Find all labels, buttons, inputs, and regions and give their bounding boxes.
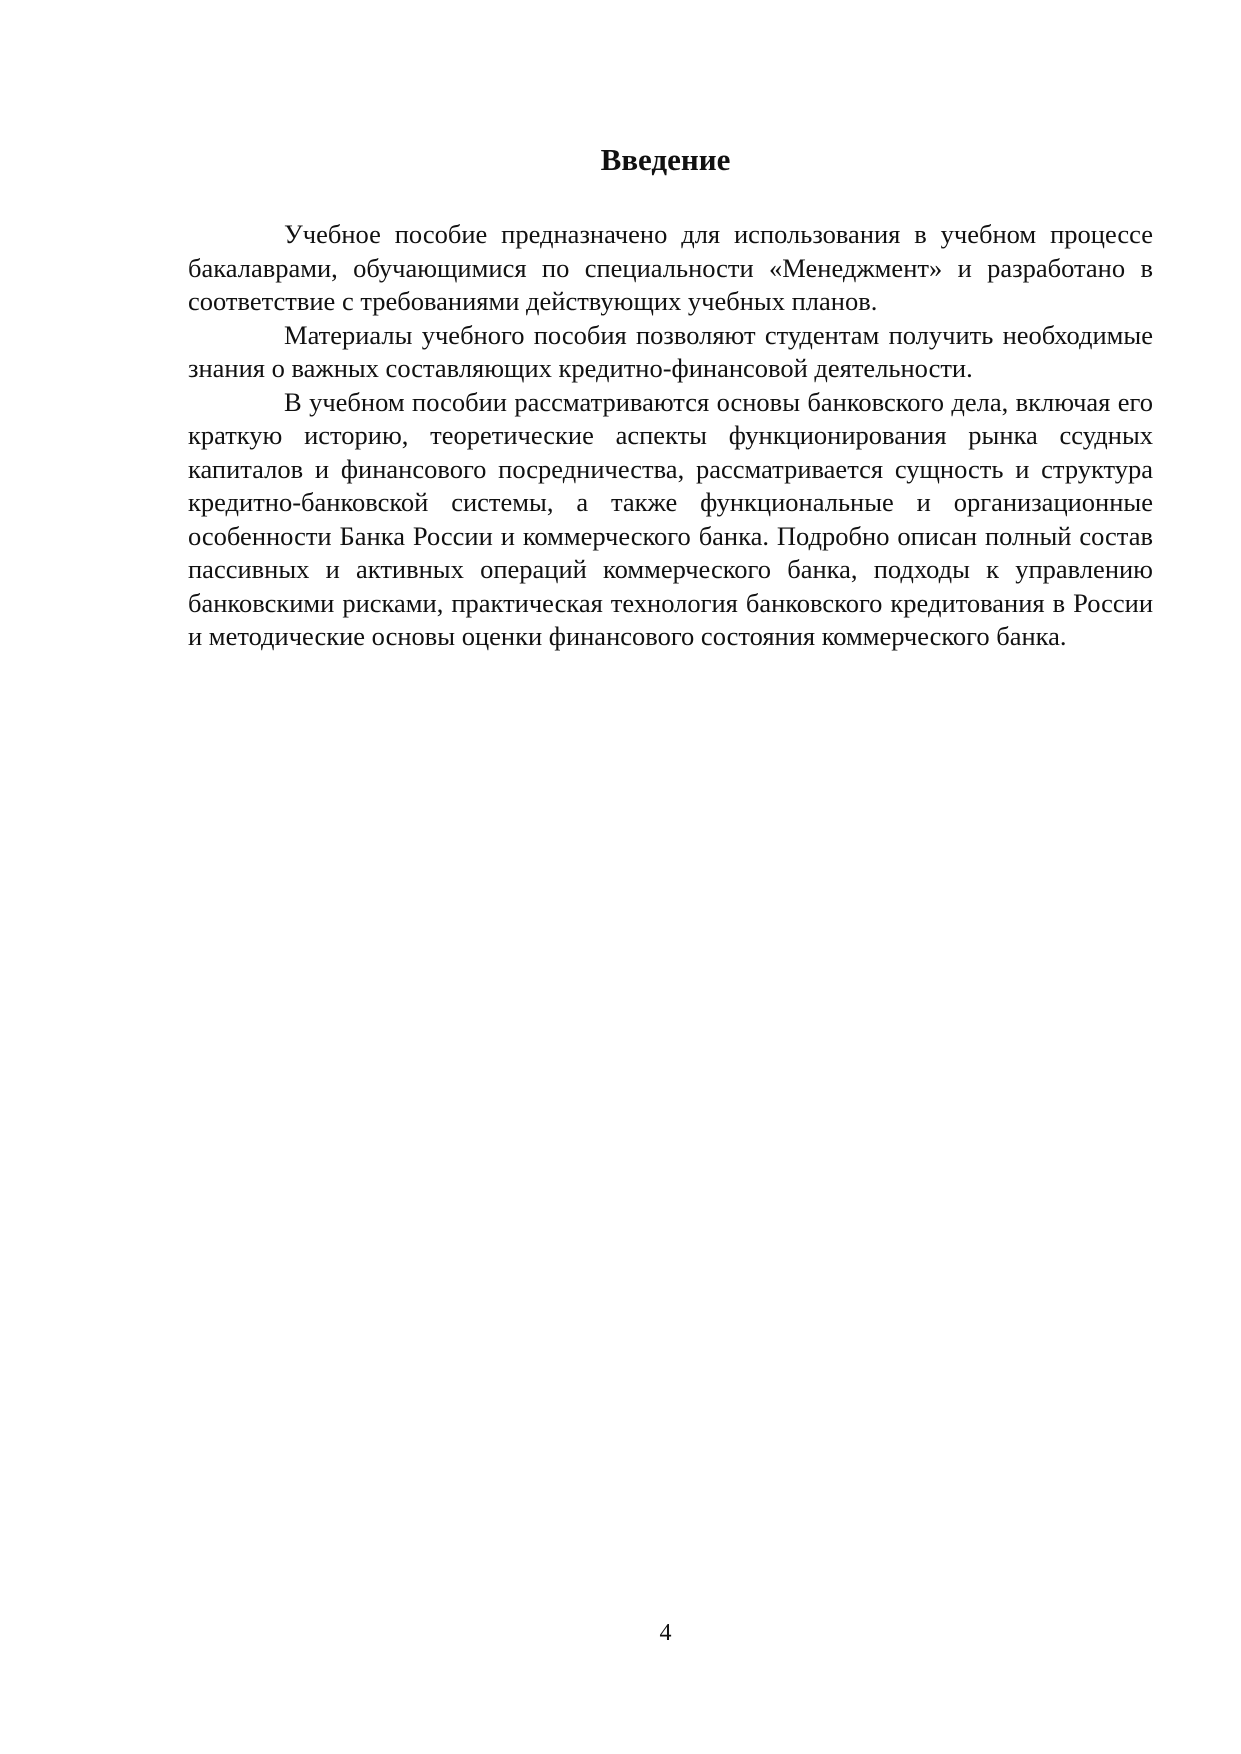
paragraph-materials: Материалы учебного пособия позволяют студентам получить необходимые знания о важных составляющих кредитно-финансовой деятельности.: [188, 319, 1153, 383]
page-title: Введение: [600, 142, 731, 177]
paragraph-contents: В учебном пособии рассматриваются основы банковского дела, включая его краткую историю, теоретические аспекты функционирования рынка ссудных капиталов и финансового посредничества, рассматривается сущность и структура кредитно-банковской системы, а также функциональные и организационные особенности Банка России и коммерческого банка. Подробно описан полный состав пассивных и активных операций коммерческого банка, подходы к управлению банковскими рисками, практическая технология банковского кредитования в России и методические основы оценки финансового состояния коммерческого банка.: [188, 386, 1153, 651]
paragraph-purpose: Учебное пособие предназначено для использования в учебном процессе бакалаврами, обучающимися по специальности «Менеджмент» и разработано в соответствие с требованиями действующих учебных планов.: [188, 219, 1153, 316]
introduction-body: [188, 218, 1153, 654]
page-number: 4: [659, 1620, 672, 1646]
